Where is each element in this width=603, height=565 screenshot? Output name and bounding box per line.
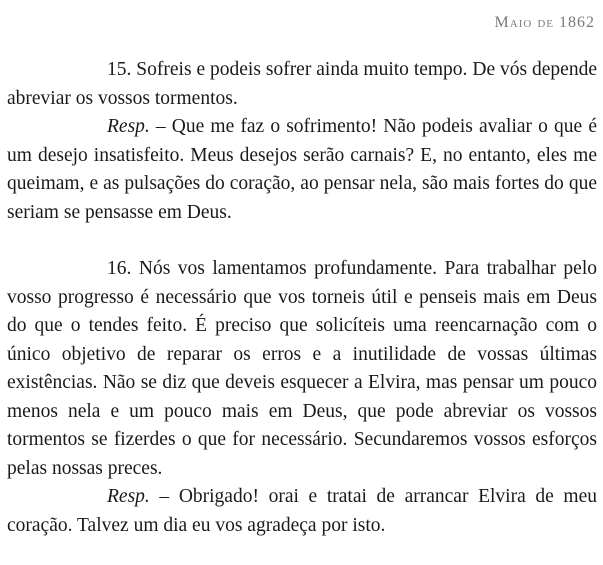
question-paragraph: 15. Sofreis e podeis sofrer ainda muito tempo. De vós depende abreviar os vossos tormentos. — [7, 59, 597, 109]
response-label: Resp. — [107, 116, 150, 137]
response-label: Resp. — [107, 486, 150, 507]
response-text: – Que me faz o sofrimento! Não podeis avaliar o que é um desejo insatisfeito. Meus desejos serão carnais? E, no entanto, eles me queimam, e as pulsações do coração, ao pensar nela, são mais fortes do que seriam se pensasse em Deus. — [7, 116, 597, 223]
running-head: Maio de 1862 — [494, 14, 595, 31]
response-text: – Obrigado! orai e tratai de arrancar Elvira de meu coração. Talvez um dia eu vos agradeça por isto. — [7, 486, 597, 536]
response-paragraph — [7, 113, 597, 227]
response-paragraph — [7, 483, 597, 540]
question-paragraph: 16. Nós vos lamentamos profundamente. Para trabalhar pelo vosso progresso é necessário que vos torneis útil e penseis mais em Deus do que o tendes feito. É preciso que solicíteis uma reencarnação com o único objetivo de reparar os erros e a inutilidade de vossas últimas existências. Não se diz que deveis esquecer a Elvira, mas pensar um pouco menos nela e um pouco mais em Deus, que pode abreviar os vossos tormentos se fizerdes o que for necessário. Secundaremos vossos esforços pelas nossas preces. — [7, 258, 597, 479]
page-body — [7, 56, 597, 540]
section-gap — [7, 227, 597, 255]
